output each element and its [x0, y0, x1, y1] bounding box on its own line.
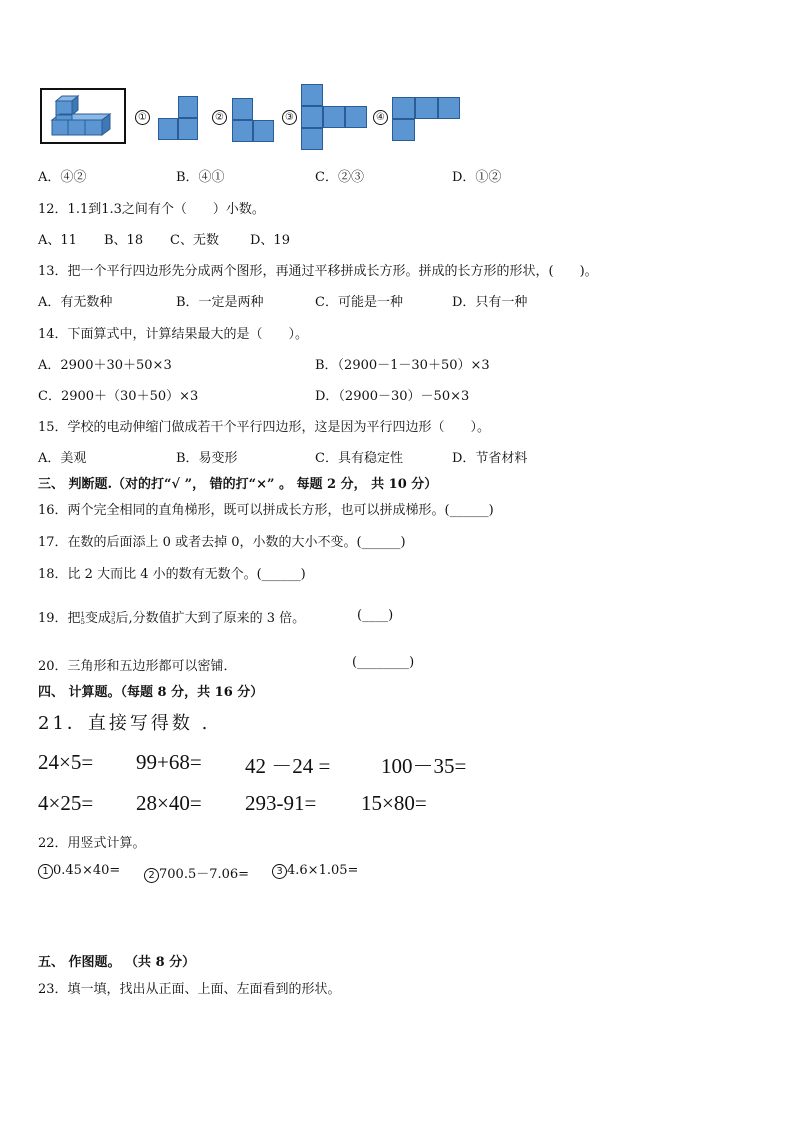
q22-item-2: 2 700.5－7.06= [144, 863, 249, 883]
q21-expr-7: 293-91= [245, 791, 317, 815]
q21-expr-2: 99+68= [136, 750, 202, 774]
q14-stem: 14．下面算式中，计算结果最大的是（ ）。 [38, 327, 309, 342]
q18-stem: 18．比 2 大而比 4 小的数有无数个。(______) [38, 567, 306, 582]
q15-option-b: B．易变形 [176, 451, 238, 466]
q13-option-c: C．可能是一种 [315, 295, 403, 310]
fraction-three-fifths: 3 5 [111, 610, 116, 626]
q21-expr-4: 100－35= [381, 754, 467, 778]
q15-option-d: D．节省材料 [452, 451, 528, 466]
q11-option-c: C．②③ [315, 170, 364, 185]
q21-expr-1: 24×5= [38, 750, 94, 774]
q13-stem: 13．把一个平行四边形先分成两个图形，再通过平移拼成长方形。拼成的长方形的形状，( )。 [38, 264, 598, 279]
q12-option-a: A、11 [38, 233, 77, 248]
q21-expr-3: 42 －24 = [245, 754, 331, 778]
cube-stack-drawing [42, 90, 124, 142]
option-label-3: ③ [282, 110, 297, 125]
q14-option-a: A．2900＋30＋50×3 [38, 358, 172, 373]
q22-item-1: 1 0.45×40= [38, 863, 120, 879]
item-number-3: 3 [272, 864, 287, 879]
q20-answer-bracket[interactable]: (________) [352, 655, 415, 670]
section-heading-judgement: 三、 判断题.（对的打“√ ”， 错的打“×” 。 每题 2 分， 共 10 分） [38, 477, 438, 492]
q20-stem: 20．三角形和五边形都可以密铺． [38, 659, 237, 674]
q13-option-d: D．只有一种 [452, 295, 528, 310]
q11-option-d: D．①② [452, 170, 502, 185]
q16-stem: 16．两个完全相同的直角梯形，既可以拼成长方形，也可以拼成梯形。(______) [38, 503, 494, 518]
q15-stem: 15．学校的电动伸缩门做成若干个平行四边形，这是因为平行四边形（ ）。 [38, 420, 491, 435]
q19-prefix: 19．把 [38, 611, 81, 626]
q21-expr-5: 4×25= [38, 791, 94, 815]
q21-expr-8: 15×80= [361, 791, 427, 815]
q21-expr-6: 28×40= [136, 791, 202, 815]
fraction-one-fifth: 1 5 [80, 610, 86, 626]
q19-mid: 变成 [85, 611, 112, 626]
q23-stem: 23．填一填，找出从正面、上面、左面看到的形状。 [38, 982, 341, 997]
item-number-2: 2 [144, 868, 159, 883]
q12-stem: 12．1.1到1.3之间有个（ ）小数。 [38, 202, 265, 217]
option-label-2: ② [212, 110, 227, 125]
q15-option-c: C．具有稳定性 [315, 451, 403, 466]
q11-option-b: B．④① [176, 170, 225, 185]
solid-figure [40, 88, 126, 144]
q19-suffix: 后,分数值扩大到了原来的 3 倍。 [115, 611, 306, 626]
q11-option-a: A．④② [38, 170, 87, 185]
q22-item-3: 3 4.6×1.05= [272, 863, 358, 879]
q19-stem [38, 607, 305, 626]
q12-option-d: D、19 [250, 233, 290, 248]
q14-option-b: B．（2900－1－30＋50）×3 [315, 358, 490, 373]
q12-option-c: C、无数 [170, 233, 219, 248]
q12-option-b: B、18 [104, 233, 144, 248]
q17-stem: 17．在数的后面添上 0 或者去掉 0，小数的大小不变。(______) [38, 535, 406, 550]
q15-option-a: A．美观 [38, 451, 87, 466]
q13-option-b: B．一定是两种 [176, 295, 264, 310]
q19-answer-bracket[interactable]: (____) [357, 608, 394, 623]
option-label-4: ④ [373, 110, 388, 125]
option-label-1: ① [135, 110, 150, 125]
q14-option-d: D．（2900－30）－50×3 [315, 389, 470, 404]
q13-option-a: A．有无数种 [38, 295, 113, 310]
section-heading-calculation: 四、 计算题。（每题 8 分，共 16 分） [38, 685, 264, 700]
q14-option-c: C．2900＋（30＋50）×3 [38, 389, 199, 404]
section-heading-drawing: 五、 作图题。 （共 8 分） [38, 955, 196, 970]
q22-stem: 22．用竖式计算。 [38, 836, 146, 851]
q21-stem: 21．直接写得数 . [38, 713, 211, 734]
item-number-1: 1 [38, 864, 53, 879]
